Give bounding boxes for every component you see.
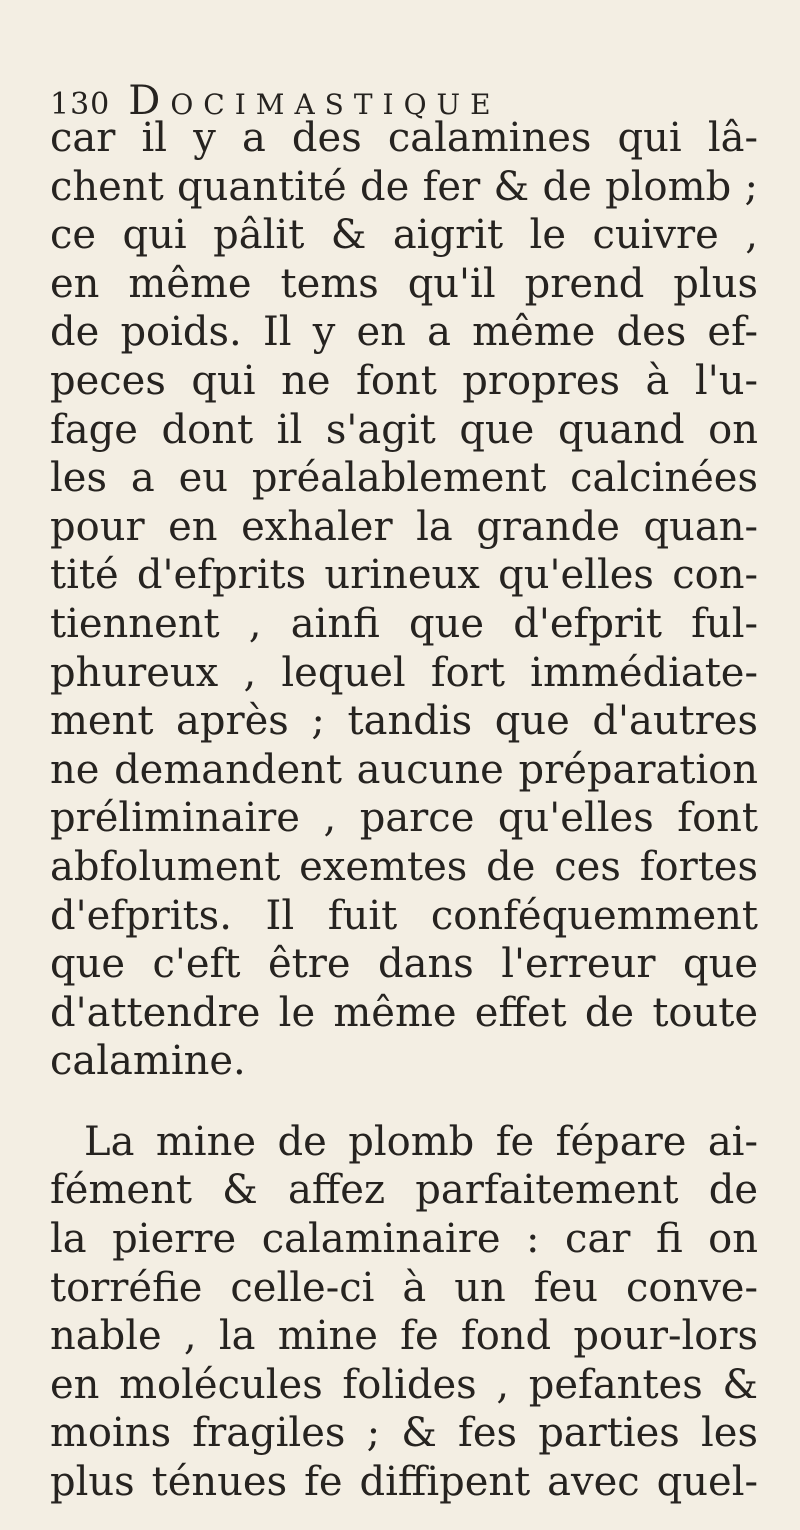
text-line: torréfie celle-ci à un feu conve- xyxy=(50,1264,758,1311)
text-line: ce qui pâlit & aigrit le cuivre , xyxy=(50,212,758,259)
text-line: calamine. xyxy=(50,1038,246,1085)
text-line: fage dont il s'agit que quand on xyxy=(50,406,758,453)
text-line: ment après ; tandis que d'autres xyxy=(50,698,758,745)
page-number: 130 xyxy=(50,87,111,122)
text-line: nable , la mine fe fond pour-lors xyxy=(50,1313,758,1360)
text-line: d'attendre le même effet de toute xyxy=(50,989,758,1036)
paragraph-1 xyxy=(50,114,758,1086)
text-line: La mine de plomb fe fépare ai- xyxy=(84,1118,758,1165)
text-line: car il y a des calamines qui lâ- xyxy=(50,115,758,161)
text-line: tiennent , ainfi que d'efprit ful- xyxy=(50,600,758,647)
text-line: préliminaire , parce qu'elles font xyxy=(50,795,758,842)
text-line: plus ténues fe diffipent avec quel- xyxy=(50,1459,758,1506)
text-line: phureux , lequel fort immédiate- xyxy=(50,649,758,696)
text-line: ne demandent aucune préparation xyxy=(50,746,758,793)
text-line: fément & affez parfaitement de xyxy=(50,1167,758,1214)
text-line: en même tems qu'il prend plus xyxy=(50,260,758,307)
text-line: abfolument exemtes de ces fortes xyxy=(50,843,758,890)
body-text xyxy=(50,114,758,1507)
running-title: Docimastique xyxy=(128,78,501,124)
text-line: en molécules folides , pefantes & xyxy=(50,1361,758,1408)
text-line: moins fragiles ; & fes parties les xyxy=(50,1410,758,1457)
text-line: de poids. Il y en a même des ef- xyxy=(50,309,758,356)
text-line: d'efprits. Il fuit conféquemment xyxy=(50,892,758,939)
text-line: les a eu préalablement calcinées xyxy=(50,455,758,502)
text-line: pour en exhaler la grande quan- xyxy=(50,503,758,550)
text-line: chent quantité de fer & de plomb ; xyxy=(50,163,758,210)
text-line: peces qui ne font propres à l'u- xyxy=(50,357,758,404)
text-line: que c'eft être dans l'erreur que xyxy=(50,941,758,988)
running-head xyxy=(50,78,758,124)
paragraph-2 xyxy=(50,1118,758,1507)
text-line: la pierre calaminaire : car fi on xyxy=(50,1216,758,1263)
text-line: tité d'efprits urineux qu'elles con- xyxy=(50,552,758,599)
paragraph-gap xyxy=(50,1086,758,1118)
